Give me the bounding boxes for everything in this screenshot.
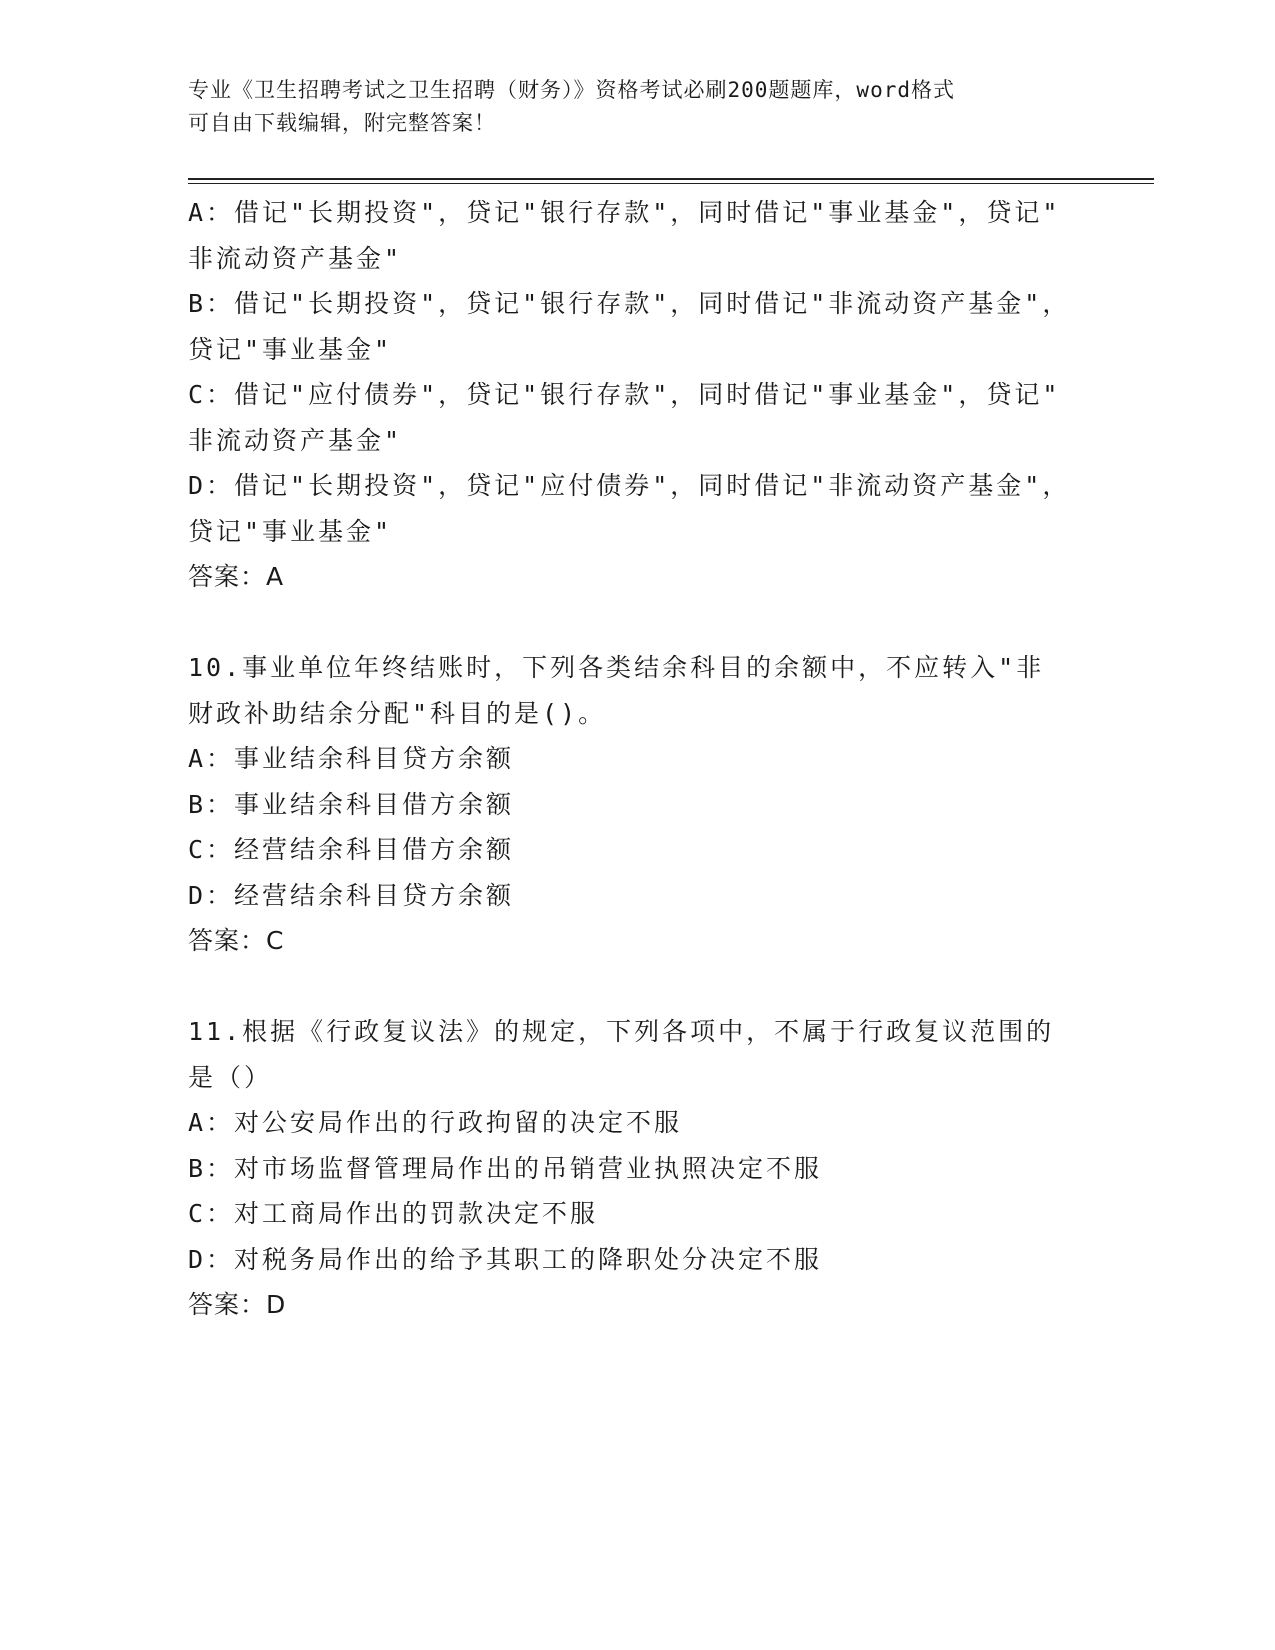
q9-option-c-line-2: 非流动资产基金" <box>188 425 403 455</box>
q9-option-d-line-1: D：借记"长期投资"，贷记"应付债券"，同时借记"非流动资产基金"， <box>188 471 1071 500</box>
q9-option-a-line-2: 非流动资产基金" <box>188 243 403 273</box>
q9-answer: 答案：A <box>188 562 285 591</box>
question-spacer <box>188 964 1078 1010</box>
header-line-1: 专业《卫生招聘考试之卫生招聘（财务）》资格考试必刷200题题库，word格式 <box>188 78 955 102</box>
q9-option-d-line-2: 贷记"事业基金" <box>188 516 393 546</box>
q10-option-d: D：经营结余科目贷方余额 <box>188 880 515 910</box>
q10-option-b: B：事业结余科目借方余额 <box>188 789 515 819</box>
header-divider <box>188 178 1154 184</box>
question-11-block <box>188 1009 1078 1328</box>
q9-option-c-line-1: C：借记"应付债券"，贷记"银行存款"，同时借记"事业基金"，贷记" <box>188 380 1061 409</box>
question-spacer <box>188 600 1078 646</box>
q10-stem-line-2: 财政补助结余分配"科目的是()。 <box>188 698 607 728</box>
q9-option-b-line-1: B：借记"长期投资"，贷记"银行存款"，同时借记"非流动资产基金"， <box>188 289 1071 318</box>
q11-stem-line-2: 是（） <box>188 1062 273 1092</box>
q10-option-c: C：经营结余科目借方余额 <box>188 835 515 864</box>
header-line-2: 可自由下载编辑，附完整答案！ <box>188 111 496 135</box>
question-10-block <box>188 645 1078 964</box>
q10-option-a: A：事业结余科目贷方余额 <box>188 744 515 773</box>
q11-option-d: D：对税务局作出的给予其职工的降职处分决定不服 <box>188 1244 823 1274</box>
q9-option-b-line-2: 贷记"事业基金" <box>188 334 393 364</box>
q11-option-a: A：对公安局作出的行政拘留的决定不服 <box>188 1108 683 1137</box>
document-header <box>188 74 1068 140</box>
q9-option-a-line-1: A：借记"长期投资"，贷记"银行存款"，同时借记"事业基金"，贷记" <box>188 198 1061 227</box>
question-list <box>188 190 1078 1328</box>
q11-option-b: B：对市场监督管理局作出的吊销营业执照决定不服 <box>188 1153 823 1183</box>
q11-stem-line-1: 11.根据《行政复议法》的规定，下列各项中，不属于行政复议范围的 <box>188 1017 1055 1046</box>
q11-answer: 答案：D <box>188 1290 287 1319</box>
q10-answer: 答案：C <box>188 926 285 955</box>
question-9-block <box>188 190 1078 600</box>
q11-option-c: C：对工商局作出的罚款决定不服 <box>188 1199 599 1228</box>
q10-stem-line-1: 10.事业单位年终结账时，下列各类结余科目的余额中，不应转入"非 <box>188 653 1045 682</box>
